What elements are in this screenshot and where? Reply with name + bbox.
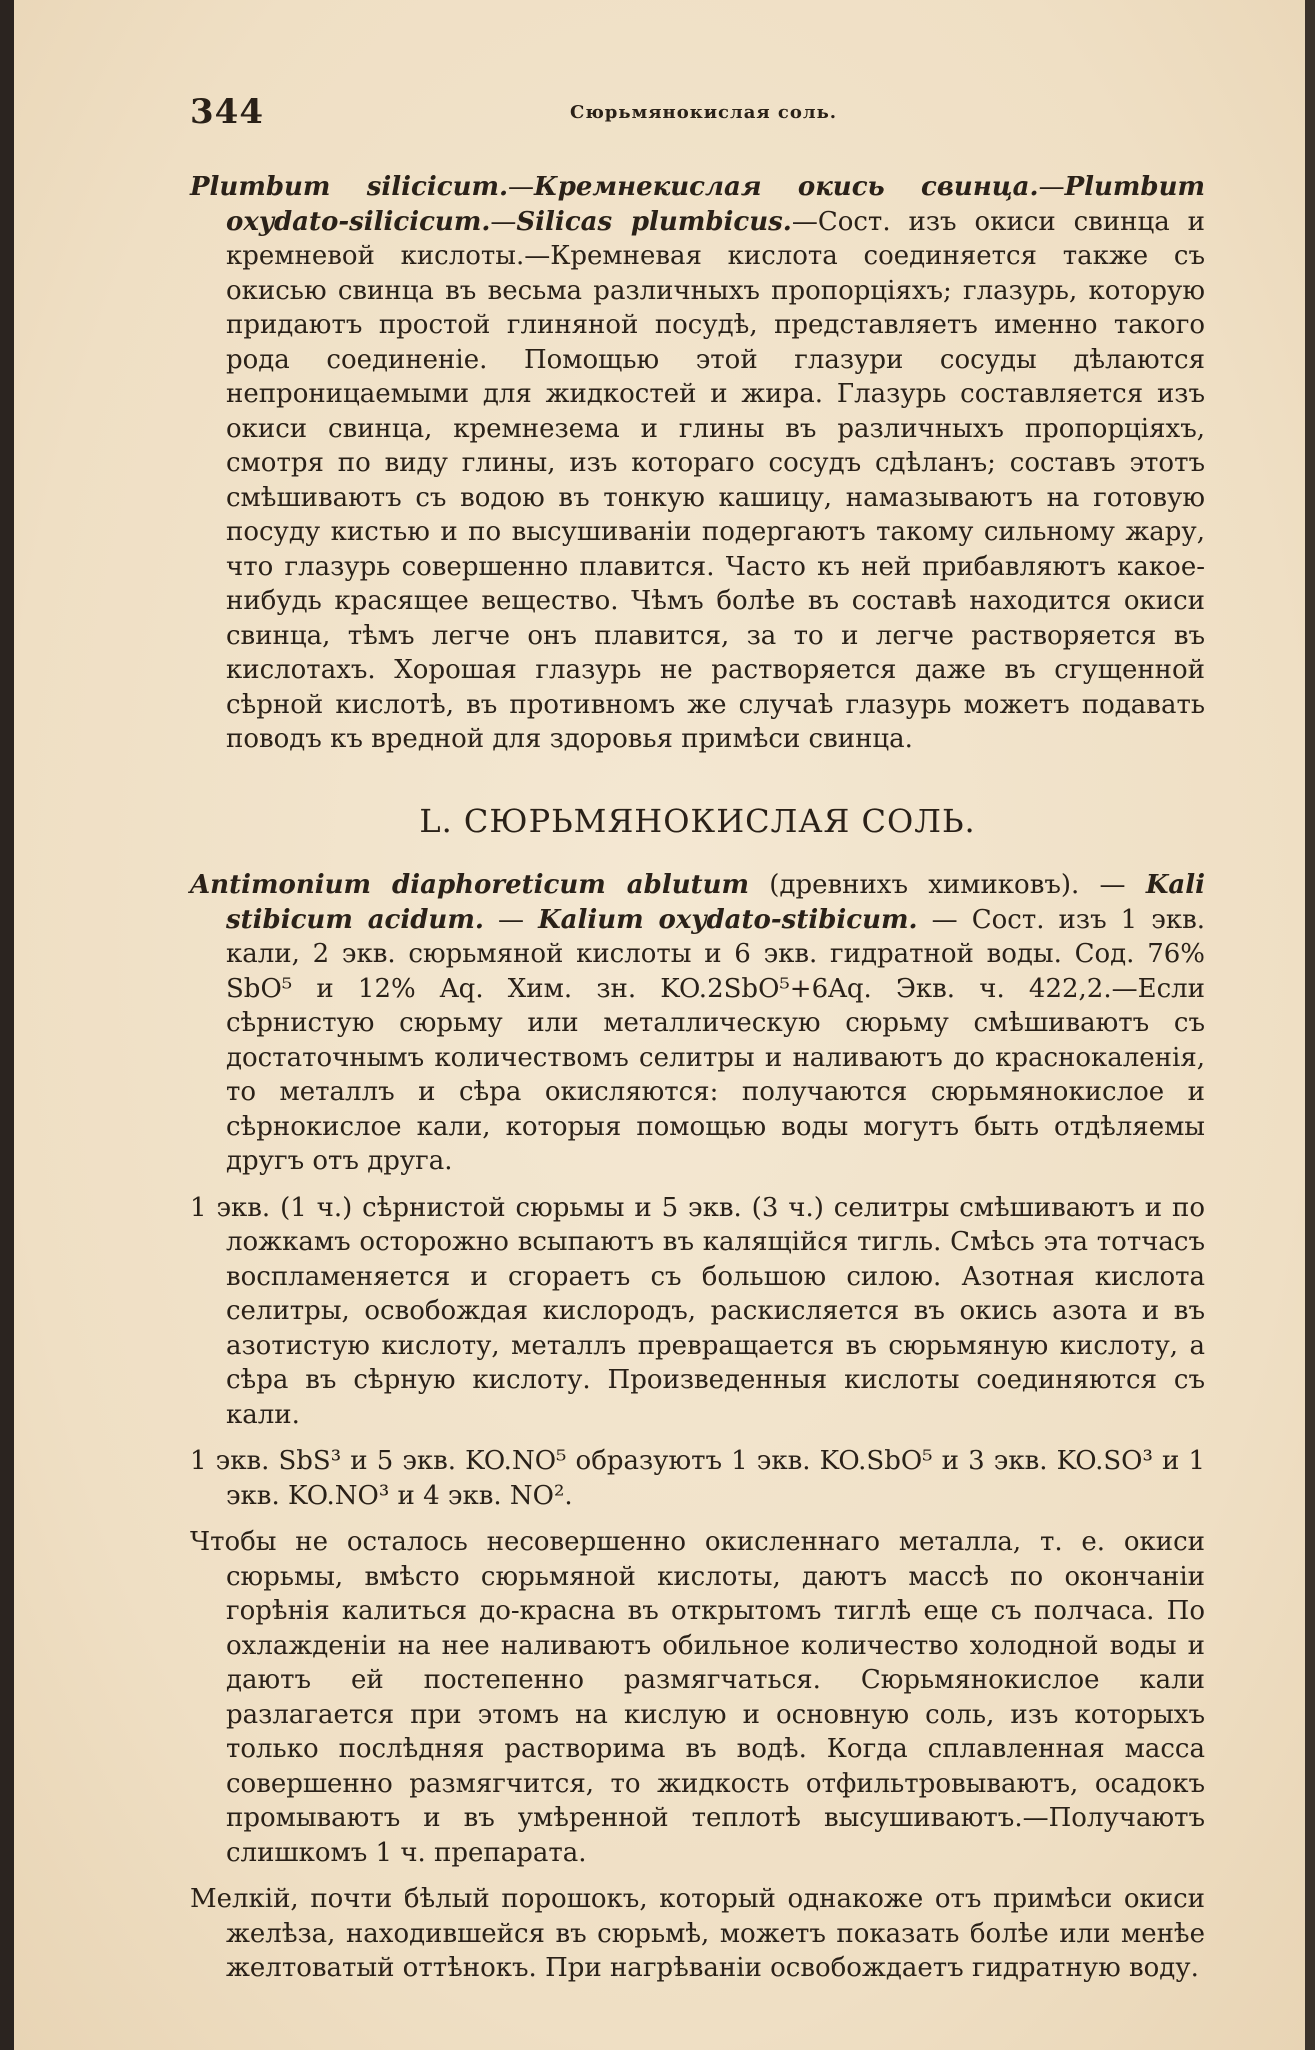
entry-text: — Сост. изъ 1 экв. кали, 2 экв. сюрьмяной кислоты и 6 экв. гидратной воды. Сод. 76% SbO⁵ и 12% Aq. Хим. зн. KO.2SbO⁵+6Aq. Экв. ч. 422,2.—Если сѣрнистую сюрьму или металлическую сюрьму смѣшиваютъ съ достаточнымъ количествомъ селитры и наливаютъ до краснокаленія, то металлъ и сѣра окисляются: получаются сюрьмянокислое и сѣрнокислое кали, которыя помощью воды могутъ быть отдѣляемы другъ отъ друга. xyxy=(226,904,1206,1176)
left-scan-edge xyxy=(0,0,14,2050)
formula-paragraph: 1 экв. SbS³ и 5 экв. KO.NO⁵ образуютъ 1 экв. KO.SbO⁵ и 3 экв. KO.SO³ и 1 экв. KO.NO³ и 4 экв. NO². xyxy=(190,1446,1205,1511)
dash: — xyxy=(490,206,517,237)
antimonium-section xyxy=(190,868,1205,1986)
entry-text: —Сост. изъ окиси свинца и кремневой кислоты.—Кремневая кислота соединяется также съ окисью свинца въ весьма различныхъ пропорціяхъ; глазурь, которую придаютъ простой глиняной посудѣ, представляетъ именно такого рода соединеніе. Помощью этой глазури сосуды дѣлаются непроницаемыми для жидкостей и жира. Глазурь составляется изъ окиси свинца, кремнезема и глины въ различныхъ пропорціяхъ, смотря по виду глины, изъ котораго сосудъ сдѣланъ; составъ этотъ смѣшиваютъ съ водою въ тонкую кашицу, намазываютъ на готовую посуду кистью и по высушиваніи подергаютъ такому сильному жару, что глазурь совершенно плавится. Часто къ ней прибавляютъ какое-нибудь красящее вещество. Чѣмъ болѣе въ составѣ находится окиси свинца, тѣмъ легче онъ плавится, за то и легче растворяется въ кислотахъ. Хорошая глазурь не растворяется даже въ сгущенной сѣрной кислотѣ, въ противномъ же случаѣ глазурь можетъ подавать поводъ къ вредной для здоровья примѣси свинца. xyxy=(226,206,1205,754)
latin-name: Plumbum silicicum. xyxy=(190,172,509,202)
page-header xyxy=(190,92,1200,142)
running-title: Сюрьмянокислая соль. xyxy=(570,102,838,123)
dash: — xyxy=(508,172,535,202)
paren-note: (древнихъ химиковъ). — xyxy=(749,870,1146,900)
dash: — xyxy=(1038,172,1065,202)
antimonium-entry xyxy=(190,868,1205,1179)
plumbum-section xyxy=(190,170,1205,757)
russian-name: Кремнекислая окись свинца. xyxy=(534,172,1039,202)
paragraph: Мелкій, почти бѣлый порошокъ, который однакоже отъ примѣси окиси желѣза, находившейся въ сюрьмѣ, можетъ показать болѣе или менѣе желтоватый оттѣнокъ. При нагрѣваніи освобождаетъ гидратную воду. xyxy=(190,1884,1205,1983)
latin-name: Kalium oxydato-stibicum. xyxy=(538,904,918,935)
paragraph: 1 экв. (1 ч.) сѣрнистой сюрьмы и 5 экв. (3 ч.) селитры смѣшиваютъ и по ложкамъ осторожно всыпаютъ въ калящійся тигль. Смѣсь эта тотчасъ воспламеняется и сгораетъ съ большою силою. Азотная кислота селитры, освобождая кислородъ, раскисляется въ окись азота и въ азотистую кислоту, металлъ превращается въ сюрьмяную кислоту, а сѣра въ сѣрную кислоту. Произведенныя кислоты соединяются съ кали. xyxy=(190,1192,1205,1430)
paragraph: Чтобы не осталось несовершенно окисленнаго металла, т. е. окиси сюрьмы, вмѣсто сюрьмяной кислоты, даютъ массѣ по окончаніи горѣнія калиться до-красна въ открытомъ тиглѣ еще съ полчаса. По охлажденіи на нее наливаютъ обильное количество холодной воды и даютъ ей постепенно размягчаться. Сюрьмянокислое кали разлагается при этомъ на кислую и основную соль, изъ которыхъ только послѣдняя растворима въ водѣ. Когда сплавленная масса совершенно размягчится, то жидкость отфильтровываютъ, осадокъ промываютъ и въ умѣренной теплотѣ высушиваютъ.—Получаютъ слишкомъ 1 ч. препарата. xyxy=(190,1527,1205,1868)
section-heading: L. СЮРЬМЯНОКИСЛАЯ СОЛЬ. xyxy=(419,802,976,840)
page-number: 344 xyxy=(190,92,264,132)
latin-name: Silicas plumbicus. xyxy=(516,206,792,237)
dash: — xyxy=(483,904,539,935)
plumbum-entry xyxy=(190,170,1205,757)
right-scan-edge xyxy=(1305,0,1315,2050)
latin-name: Antimonium diaphoreticum ablutum xyxy=(190,870,750,900)
latin-name: Kali stibicum acidum. xyxy=(226,870,1206,935)
latin-name: Plumbum oxydato-silicicum. xyxy=(226,172,1205,237)
